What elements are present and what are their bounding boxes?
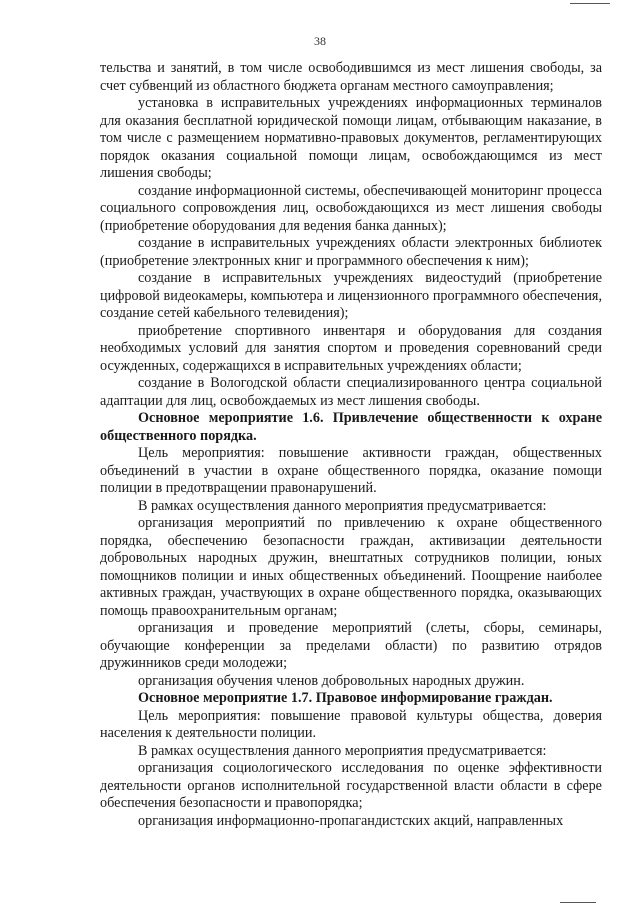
document-body xyxy=(100,60,602,830)
paragraph: приобретение спортивного инвентаря и оборудования для создания необходимых условий для занятия спортом и проведения соревнований среди осужденных, содержащихся в исправительных учреждениях области; xyxy=(100,322,602,374)
paragraph: создание в исправительных учреждениях области электронных библиотек (приобретение электронных книг и программного обеспечения к ним); xyxy=(100,235,602,269)
paragraph: организация информационно-пропагандистских акций, направленных xyxy=(138,812,564,829)
section-heading xyxy=(100,690,602,708)
paragraph: В рамках осуществления данного мероприятия предусматривается: xyxy=(138,742,547,759)
paragraph: создание в Вологодской области специализированного центра социальной адаптации для лиц, освобождаемых из мест лишения свободы. xyxy=(100,375,602,409)
paragraph: В рамках осуществления данного мероприятия предусматривается: xyxy=(138,497,547,514)
section-heading xyxy=(100,410,602,445)
paragraph: Цель мероприятия: повышение активности граждан, общественных объединений в участии в охране общественного порядка, оказание помощи полиции в предотвращении правонарушений. xyxy=(100,445,602,496)
scan-mark-bottom-right xyxy=(560,902,596,903)
section-heading-text: Основное мероприятие 1.7. Правовое информирование граждан. xyxy=(138,690,553,706)
paragraph: организация мероприятий по привлечению к охране общественного порядка, обеспечению безопасности граждан, активизации деятельности добровольных народных дружин, внештатных сотрудников полиции, юных помощников полиции и иных общественных объединений. Поощрение наиболее активных граждан, участвующих в охране общественного порядка, оказывающих помощь правоохранительным органам; xyxy=(100,515,602,619)
paragraph: организация и проведение мероприятий (слеты, сборы, семинары, обучающие конференции за пределами области) по развитию отрядов дружинников среди молодежи; xyxy=(100,620,602,671)
paragraph: тельства и занятий, в том числе освободившимся из мест лишения свободы, за счет субвенций из областного бюджета органам местного самоуправления; xyxy=(100,60,602,94)
paragraph: создание в исправительных учреждениях видеостудий (приобретение цифровой видеокамеры, компьютера и лицензионного программного обеспечения, создание сетей кабельного телевидения); xyxy=(100,270,602,321)
page-number: 38 xyxy=(314,34,326,48)
paragraph: создание информационной системы, обеспечивающей мониторинг процесса социального сопровождения лиц, освобождающихся из мест лишения свободы (приобретение оборудования для ведения банка данных); xyxy=(100,182,602,234)
paragraph: организация обучения членов добровольных народных дружин. xyxy=(138,672,525,689)
paragraph: Цель мероприятия: повышение правовой культуры общества, доверия населения к деятельности полиции. xyxy=(100,707,602,741)
section-heading-text: Основное мероприятие 1.6. Привлечение общественности к охране общественного порядка. xyxy=(100,410,602,444)
paragraph: организация социологического исследования по оценке эффективности деятельности органов исполнительной государственной власти области в сфере обеспечения безопасности и правопорядка; xyxy=(100,760,602,811)
scan-mark-top-right xyxy=(570,3,610,4)
paragraph: установка в исправительных учреждениях информационных терминалов для оказания бесплатной юридической помощи лицам, отбывающим наказание, в том числе с размещением нормативно-правовых документов, регламентирующих порядок оказания социальной помощи лицам, освобождающимся из мест лишения свободы; xyxy=(100,95,602,181)
